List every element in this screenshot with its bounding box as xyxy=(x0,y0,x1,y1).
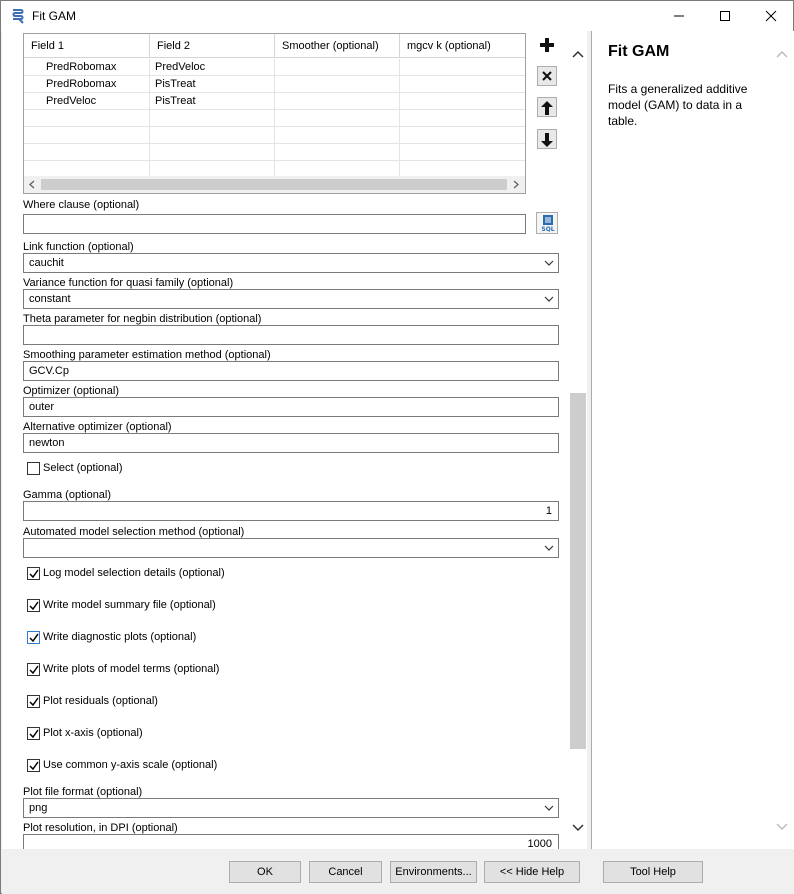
alternative-optimizer-label: Alternative optimizer (optional) xyxy=(23,421,172,433)
summary-file-label: Write model summary file (optional) xyxy=(43,599,216,611)
window-title: Fit GAM xyxy=(32,9,76,23)
select-checkbox-label: Select (optional) xyxy=(43,462,123,474)
table-cell[interactable] xyxy=(400,110,525,127)
scrollbar-thumb[interactable] xyxy=(570,393,586,749)
column-header[interactable]: mgcv k (optional) xyxy=(407,40,491,52)
automated-selection-select[interactable] xyxy=(23,538,559,558)
smoothing-method-input[interactable]: GCV.Cp xyxy=(23,361,559,381)
gamma-label: Gamma (optional) xyxy=(23,489,112,501)
help-title: Fit GAM xyxy=(608,43,670,60)
checkmark-icon xyxy=(29,697,39,707)
variance-function-label: Variance function for quasi family (optional) xyxy=(23,277,234,289)
help-description: Fits a generalized additive model (GAM) to data in a table. xyxy=(608,82,748,128)
ok-button[interactable]: OK xyxy=(229,861,301,883)
environments-button[interactable]: Environments... xyxy=(390,861,477,883)
chevron-down-icon xyxy=(544,259,554,267)
table-cell[interactable] xyxy=(24,127,150,144)
arrow-down-icon xyxy=(541,133,553,147)
link-function-label: Link function (optional) xyxy=(23,241,134,253)
model-terms-checkbox[interactable] xyxy=(27,663,40,676)
help-pane xyxy=(591,31,794,849)
maximize-icon xyxy=(719,10,731,22)
chevron-down-icon xyxy=(544,295,554,303)
close-button[interactable] xyxy=(748,1,794,31)
table-cell[interactable] xyxy=(400,93,525,110)
table-cell[interactable] xyxy=(275,110,400,127)
table-row[interactable] xyxy=(24,127,525,144)
move-up-button[interactable] xyxy=(537,97,557,117)
minimize-button[interactable] xyxy=(656,1,702,31)
alternative-optimizer-input[interactable]: newton xyxy=(23,433,559,453)
log-selection-checkbox[interactable] xyxy=(27,567,40,580)
table-cell[interactable] xyxy=(400,59,525,76)
parameters-vertical-scrollbar[interactable] xyxy=(570,47,586,847)
plot-format-select[interactable] xyxy=(23,798,559,818)
plot-x-axis-checkbox[interactable] xyxy=(27,727,40,740)
chevron-down-icon[interactable] xyxy=(776,821,788,833)
link-function-value: cauchit xyxy=(29,257,64,269)
cancel-button[interactable]: Cancel xyxy=(309,861,382,883)
move-down-button[interactable] xyxy=(537,129,557,149)
diagnostic-plots-label: Write diagnostic plots (optional) xyxy=(43,631,197,643)
variance-function-value: constant xyxy=(29,293,71,305)
table-cell[interactable] xyxy=(275,76,400,93)
table-cell[interactable]: PisTreat xyxy=(150,93,275,110)
dialog-footer xyxy=(2,849,794,894)
arrow-up-icon xyxy=(541,101,553,115)
column-header[interactable]: Field 1 xyxy=(24,34,150,58)
chevron-left-icon[interactable] xyxy=(28,180,36,189)
checkmark-icon xyxy=(29,601,39,611)
variance-function-select[interactable] xyxy=(23,289,559,309)
chevron-down-icon[interactable] xyxy=(572,823,584,833)
checkmark-icon xyxy=(29,633,39,643)
table-cell[interactable] xyxy=(24,110,150,127)
model-terms-label: Write plots of model terms (optional) xyxy=(43,663,220,675)
column-header[interactable]: Smoother (optional) xyxy=(275,34,400,58)
table-row[interactable] xyxy=(24,59,525,76)
table-cell[interactable] xyxy=(150,127,275,144)
checkmark-icon xyxy=(29,665,39,675)
checkmark-icon xyxy=(29,569,39,579)
common-y-axis-checkbox[interactable] xyxy=(27,759,40,772)
chevron-up-icon[interactable] xyxy=(776,49,788,61)
link-function-select[interactable] xyxy=(23,253,559,273)
where-clause-label: Where clause (optional) xyxy=(23,199,140,211)
table-row[interactable] xyxy=(24,76,525,93)
table-cell[interactable] xyxy=(150,144,275,161)
chevron-right-icon[interactable] xyxy=(512,180,520,189)
script-tool-icon xyxy=(10,8,26,24)
close-icon xyxy=(765,10,777,22)
diagnostic-plots-checkbox[interactable] xyxy=(27,631,40,644)
summary-file-checkbox[interactable] xyxy=(27,599,40,612)
table-cell[interactable] xyxy=(275,144,400,161)
table-row[interactable] xyxy=(24,93,525,110)
table-row[interactable] xyxy=(24,110,525,127)
table-cell[interactable] xyxy=(275,59,400,76)
plot-residuals-checkbox[interactable] xyxy=(27,695,40,708)
tool-help-button[interactable]: Tool Help xyxy=(603,861,703,883)
minimize-icon xyxy=(673,10,685,22)
hide-help-button[interactable]: << Hide Help xyxy=(484,861,580,883)
table-cell[interactable] xyxy=(275,93,400,110)
chevron-down-icon xyxy=(544,544,554,552)
table-cell[interactable]: PisTreat xyxy=(150,76,275,93)
plot-dpi-label: Plot resolution, in DPI (optional) xyxy=(23,822,178,834)
parameters-pane xyxy=(2,31,587,849)
smoothing-method-label: Smoothing parameter estimation method (optional) xyxy=(23,349,271,361)
table-cell[interactable] xyxy=(150,110,275,127)
column-header[interactable]: Field 2 xyxy=(150,34,275,58)
delete-x-icon xyxy=(541,70,553,82)
optimizer-label: Optimizer (optional) xyxy=(23,385,119,397)
chevron-up-icon[interactable] xyxy=(572,49,584,59)
scrollbar-thumb[interactable] xyxy=(41,179,507,190)
theta-parameter-input[interactable] xyxy=(23,325,559,345)
table-cell[interactable] xyxy=(275,127,400,144)
sql-builder-button[interactable] xyxy=(536,212,558,234)
plot-format-value: png xyxy=(29,802,48,814)
chevron-down-icon xyxy=(544,804,554,812)
plot-residuals-label: Plot residuals (optional) xyxy=(43,695,158,707)
theta-parameter-label: Theta parameter for negbin distribution (optional) xyxy=(23,313,262,325)
automated-selection-label: Automated model selection method (optional) xyxy=(23,526,245,538)
table-horizontal-scrollbar[interactable] xyxy=(24,176,525,193)
table-cell[interactable] xyxy=(400,127,525,144)
plot-x-axis-label: Plot x-axis (optional) xyxy=(43,727,143,739)
plot-dpi-input[interactable]: 1000 xyxy=(23,834,559,849)
add-row-button[interactable] xyxy=(537,35,557,55)
plot-format-label: Plot file format (optional) xyxy=(23,786,143,798)
gamma-input[interactable]: 1 xyxy=(23,501,559,521)
table-cell[interactable]: PredVeloc xyxy=(150,59,275,76)
title-bar xyxy=(1,1,793,31)
table-cell[interactable] xyxy=(400,76,525,93)
table-row[interactable] xyxy=(24,144,525,161)
common-y-axis-label: Use common y-axis scale (optional) xyxy=(43,759,218,771)
plus-icon xyxy=(540,38,554,52)
table-cell[interactable] xyxy=(400,144,525,161)
maximize-button[interactable] xyxy=(702,1,748,31)
select-checkbox[interactable] xyxy=(27,462,40,475)
table-cell[interactable] xyxy=(24,144,150,161)
where-clause-input[interactable] xyxy=(23,214,526,234)
checkmark-icon xyxy=(29,729,39,739)
remove-row-button[interactable] xyxy=(537,66,557,86)
table-cell[interactable]: PredRobomax xyxy=(24,76,150,93)
fields-table[interactable] xyxy=(23,33,526,194)
table-cell[interactable]: PredVeloc xyxy=(24,93,150,110)
sql-icon xyxy=(540,215,556,232)
log-selection-label: Log model selection details (optional) xyxy=(43,567,225,579)
table-header xyxy=(24,34,525,58)
checkmark-icon xyxy=(29,761,39,771)
optimizer-input[interactable]: outer xyxy=(23,397,559,417)
sql-icon-text: SQL xyxy=(541,226,555,232)
table-cell[interactable]: PredRobomax xyxy=(24,59,150,76)
